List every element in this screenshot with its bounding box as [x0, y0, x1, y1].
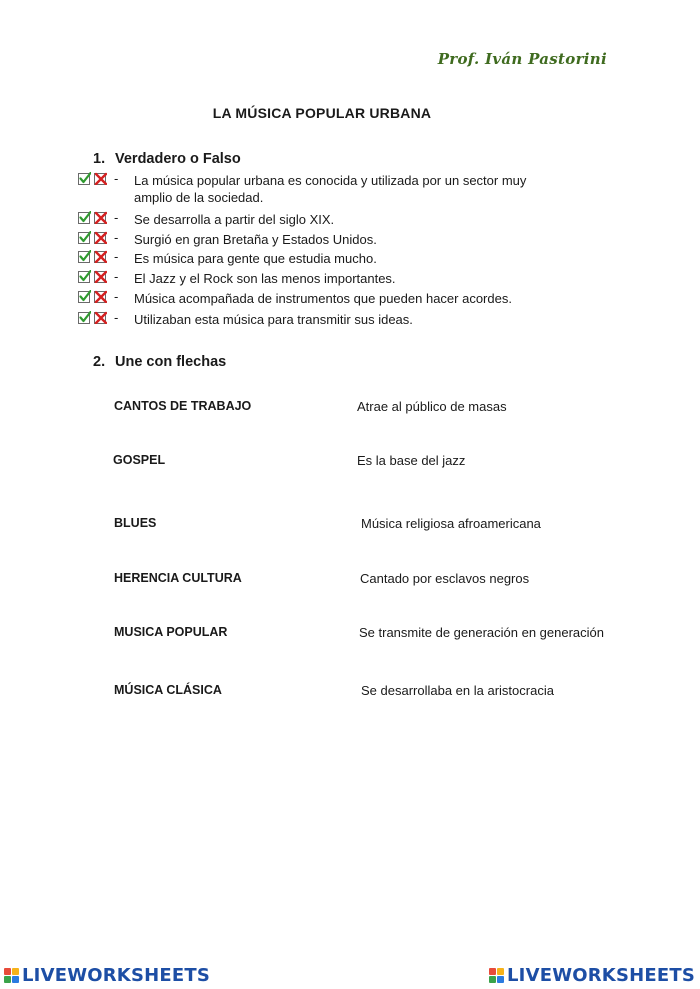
brand-text: LIVEWORKSHEETS — [507, 964, 696, 986]
bullet-dash: - — [114, 269, 119, 284]
statement-0-continuation: amplio de la sociedad. — [134, 190, 264, 205]
true-false-row — [78, 210, 558, 228]
section-2-heading: Une con flechas — [115, 354, 227, 370]
true-false-row — [78, 230, 558, 248]
statement-text: Se desarrolla a partir del siglo XIX. — [134, 212, 335, 227]
cross-box-icon[interactable] — [94, 211, 107, 224]
section-2-title — [93, 354, 226, 370]
true-false-row — [78, 289, 558, 307]
footer-brand-right — [489, 964, 695, 986]
bullet-dash: - — [114, 171, 119, 186]
answer-boxes — [78, 231, 110, 249]
statement-text: Es música para gente que estudia mucho. — [134, 251, 377, 266]
brand-text: LIVEWORKSHEETS — [22, 964, 211, 986]
match-right-0[interactable]: Atrae al público de masas — [357, 399, 507, 414]
cross-box-icon[interactable] — [94, 270, 107, 283]
statement-text: El Jazz y el Rock son las menos importantes. — [134, 271, 396, 286]
liveworksheets-logo-icon — [4, 968, 19, 983]
bullet-dash: - — [114, 289, 119, 304]
statement-text: Música acompañada de instrumentos que pueden hacer acordes. — [134, 291, 512, 306]
match-left-3[interactable]: HERENCIA CULTURA — [114, 571, 242, 585]
answer-boxes — [78, 172, 110, 190]
match-left-1[interactable]: GOSPEL — [113, 453, 166, 467]
match-right-2[interactable]: Música religiosa afroamericana — [361, 516, 541, 531]
section-2-number: 2. — [93, 354, 106, 370]
cross-box-icon[interactable] — [94, 231, 107, 244]
check-box-icon[interactable] — [78, 250, 91, 263]
bullet-dash: - — [114, 249, 119, 264]
answer-boxes — [78, 211, 110, 229]
check-box-icon[interactable] — [78, 172, 91, 185]
answer-boxes — [78, 250, 110, 268]
section-1-heading: Verdadero o Falso — [115, 151, 241, 167]
statement-text: La música popular urbana es conocida y utilizada por un sector muy — [134, 173, 527, 188]
true-false-row — [78, 269, 558, 287]
cross-box-icon[interactable] — [94, 250, 107, 263]
bullet-dash: - — [114, 230, 119, 245]
check-box-icon[interactable] — [78, 311, 91, 324]
bullet-dash: - — [114, 210, 119, 225]
statement-text: Utilizaban esta música para transmitir sus ideas. — [134, 312, 413, 327]
bullet-dash: - — [114, 310, 119, 325]
check-box-icon[interactable] — [78, 211, 91, 224]
statement-text: Surgió en gran Bretaña y Estados Unidos. — [134, 232, 377, 247]
footer-brand-left — [4, 964, 210, 986]
answer-boxes — [78, 311, 110, 329]
check-box-icon[interactable] — [78, 231, 91, 244]
match-left-2[interactable]: BLUES — [114, 516, 157, 530]
match-right-5[interactable]: Se desarrollaba en la aristocracia — [361, 683, 554, 698]
check-box-icon[interactable] — [78, 290, 91, 303]
match-left-4[interactable]: MUSICA POPULAR — [114, 625, 228, 639]
match-right-1[interactable]: Es la base del jazz — [357, 453, 466, 468]
match-left-0[interactable]: CANTOS DE TRABAJO — [114, 399, 252, 413]
true-false-row — [78, 249, 558, 267]
true-false-row — [78, 310, 558, 328]
cross-box-icon[interactable] — [94, 311, 107, 324]
answer-boxes — [78, 270, 110, 288]
liveworksheets-logo-icon — [489, 968, 504, 983]
match-right-4[interactable]: Se transmite de generación en generación — [359, 625, 604, 640]
true-false-row — [78, 171, 558, 189]
page-title: LA MÚSICA POPULAR URBANA — [212, 105, 432, 121]
check-box-icon[interactable] — [78, 270, 91, 283]
cross-box-icon[interactable] — [94, 172, 107, 185]
match-right-3[interactable]: Cantado por esclavos negros — [360, 571, 530, 586]
section-1-title — [93, 151, 241, 167]
answer-boxes — [78, 290, 110, 308]
section-1-number: 1. — [93, 151, 106, 167]
author-name: Prof. Iván Pastorini — [437, 50, 607, 68]
cross-box-icon[interactable] — [94, 290, 107, 303]
match-left-5[interactable]: MÚSICA CLÁSICA — [114, 683, 222, 697]
